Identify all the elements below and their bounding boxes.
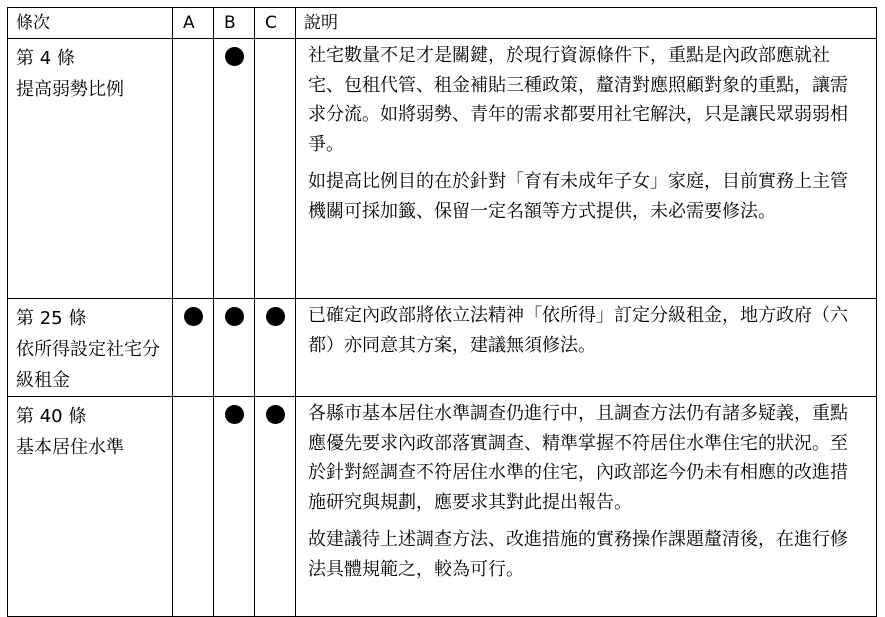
clause-title: 提高弱勢比例 [16, 79, 124, 100]
clause-title: 依所得設定社宅分級租金 [16, 339, 160, 391]
clause-number: 第 25 條 [16, 308, 87, 329]
filled-circle-icon [266, 405, 285, 424]
clause-title: 基本居住水準 [16, 437, 124, 458]
filled-circle-icon [266, 307, 285, 326]
header-c: C [255, 8, 296, 39]
mark-c-cell [255, 299, 296, 397]
mark-b-cell [214, 39, 255, 299]
mark-b-cell [214, 299, 255, 397]
clause-number: 第 40 條 [16, 406, 87, 427]
explanation-paragraph: 如提高比例目的在於針對「育有未成年子女」家庭，目前實務上主管機關可採加籤、保留一定名額等方式提供，未必需要修法。 [308, 171, 848, 222]
clause-number: 第 4 條 [16, 48, 75, 69]
clause-cell [8, 397, 173, 617]
explanation-cell [296, 299, 877, 397]
explanation-paragraph: 社宅數量不足才是關鍵，於現行資源條件下，重點是內政部應就社宅、包租代管、租金補貼三種政策，釐清對應照顧對象的重點，讓需求分流。如將弱勢、青年的需求都要用社宅解決，只是讓民眾弱弱相爭。 [308, 45, 848, 155]
mark-c-cell [255, 39, 296, 299]
explanation-cell [296, 397, 877, 617]
clause-cell [8, 39, 173, 299]
explanation-paragraph: 故建議待上述調查方法、改進措施的實務操作課題釐清後，在進行修法具體規範之，較為可行。 [308, 529, 848, 580]
filled-circle-icon [225, 47, 244, 66]
mark-a-cell [173, 299, 214, 397]
header-explanation: 說明 [296, 8, 877, 39]
table-row-article-4 [8, 39, 877, 299]
table-row-article-40 [8, 397, 877, 617]
table-row-article-25 [8, 299, 877, 397]
header-b: B [214, 8, 255, 39]
filled-circle-icon [225, 405, 244, 424]
mark-c-cell [255, 397, 296, 617]
filled-circle-icon [225, 307, 244, 326]
clause-cell [8, 299, 173, 397]
amendment-table [7, 7, 877, 617]
header-a: A [173, 8, 214, 39]
mark-a-cell [173, 397, 214, 617]
mark-b-cell [214, 397, 255, 617]
explanation-cell [296, 39, 877, 299]
explanation-paragraph: 已確定內政部將依立法精神「依所得」訂定分級租金，地方政府（六都）亦同意其方案，建議無須修法。 [308, 305, 848, 356]
header-row [8, 8, 877, 39]
header-clause: 條次 [8, 8, 173, 39]
mark-a-cell [173, 39, 214, 299]
explanation-paragraph: 各縣市基本居住水準調查仍進行中，且調查方法仍有諸多疑義，重點應優先要求內政部落實調查、精準掌握不符居住水準住宅的狀況。至於針對經調查不符居住水準的住宅，內政部迄今仍未有相應的改進措施研究與規劃，應要求其對此提出報告。 [308, 403, 848, 513]
filled-circle-icon [184, 307, 203, 326]
